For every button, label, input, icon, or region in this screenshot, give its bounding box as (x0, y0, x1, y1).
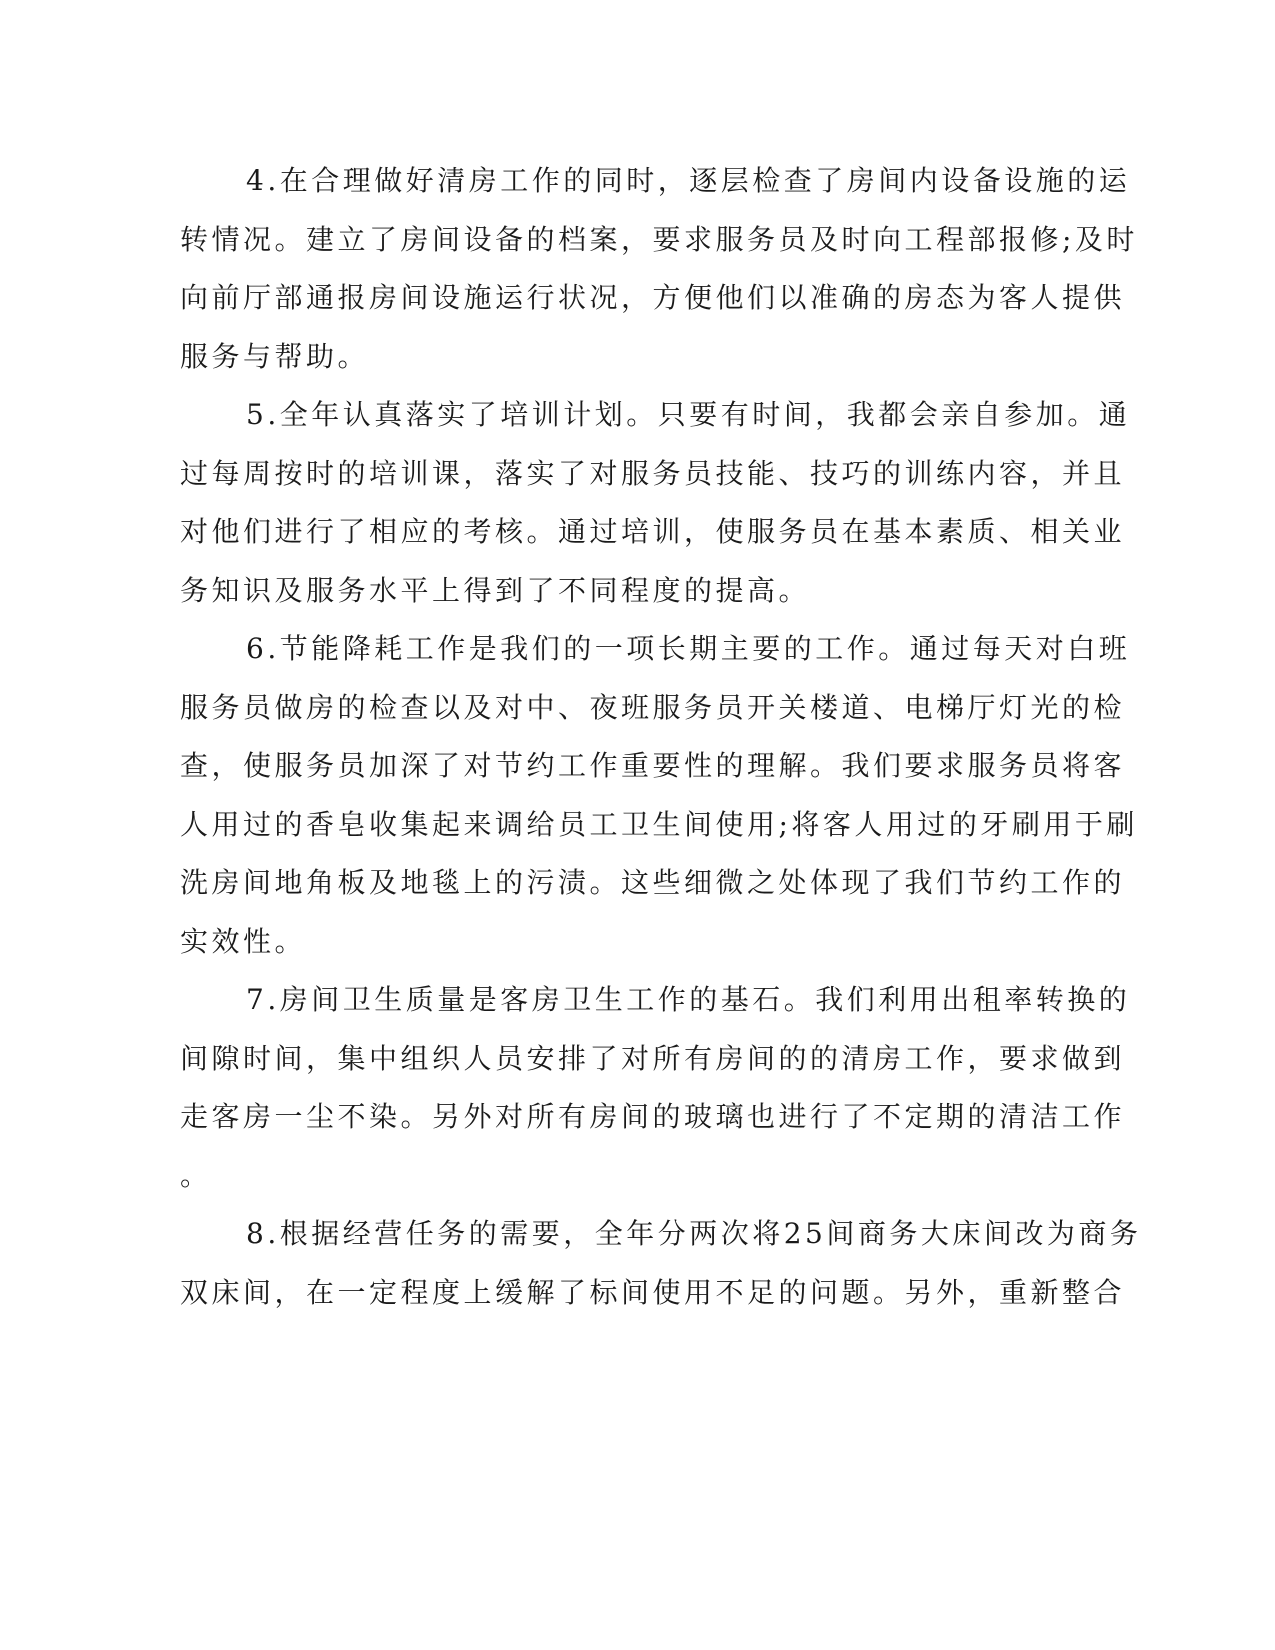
paragraph-7-line-1: 7.房间卫生质量是客房卫生工作的基石。我们利用出租率转换的 (246, 983, 1131, 1016)
paragraph-6-line-4: 人用过的香皂收集起来调给员工卫生间使用;将客人用过的牙刷用于刷 (180, 807, 1138, 841)
paragraph-5-line-2: 过每周按时的培训课，落实了对服务员技能、技巧的训练内容，并且 (180, 456, 1126, 490)
paragraph-6-line-6: 实效性。 (180, 924, 307, 958)
paragraph-4-line-3: 向前厅部通报房间设施运行状况，方便他们以准确的房态为客人提供 (180, 281, 1126, 314)
paragraph-8-line-2: 双床间，在一定程度上缓解了标间使用不足的问题。另外，重新整合 (180, 1275, 1126, 1309)
document-body (180, 152, 1142, 1322)
paragraph-4-line-1: 4.在合理做好清房工作的同时，逐层检查了房间内设备设施的运 (246, 164, 1131, 197)
paragraph-4-line-4: 服务与帮助。 (180, 339, 370, 373)
paragraph-5-line-3: 对他们进行了相应的考核。通过培训，使服务员在基本素质、相关业 (180, 515, 1126, 548)
paragraph-7-line-3: 走客房一尘不染。另外对所有房间的玻璃也进行了不定期的清洁工作 (180, 1100, 1126, 1133)
paragraph-6-line-1: 6.节能降耗工作是我们的一项长期主要的工作。通过每天对白班 (246, 632, 1131, 665)
paragraph-8-line-1: 8.根据经营任务的需要，全年分两次将25间商务大床间改为商务 (246, 1217, 1142, 1250)
paragraph-5-line-1: 5.全年认真落实了培训计划。只要有时间，我都会亲自参加。通 (246, 398, 1131, 431)
paragraph-7-line-4: 。 (180, 1158, 212, 1192)
paragraph-6-line-2: 服务员做房的检查以及对中、夜班服务员开关楼道、电梯厅灯光的检 (180, 690, 1126, 724)
paragraph-5-line-4: 务知识及服务水平上得到了不同程度的提高。 (180, 573, 811, 607)
paragraph-7-line-2: 间隙时间，集中组织人员安排了对所有房间的的清房工作，要求做到 (180, 1041, 1126, 1075)
paragraph-6-line-5: 洗房间地角板及地毯上的污渍。这些细微之处体现了我们节约工作的 (180, 866, 1126, 899)
paragraph-4-line-2: 转情况。建立了房间设备的档案，要求服务员及时向工程部报修;及时 (180, 222, 1138, 256)
paragraph-6-line-3: 查，使服务员加深了对节约工作重要性的理解。我们要求服务员将客 (180, 749, 1126, 782)
